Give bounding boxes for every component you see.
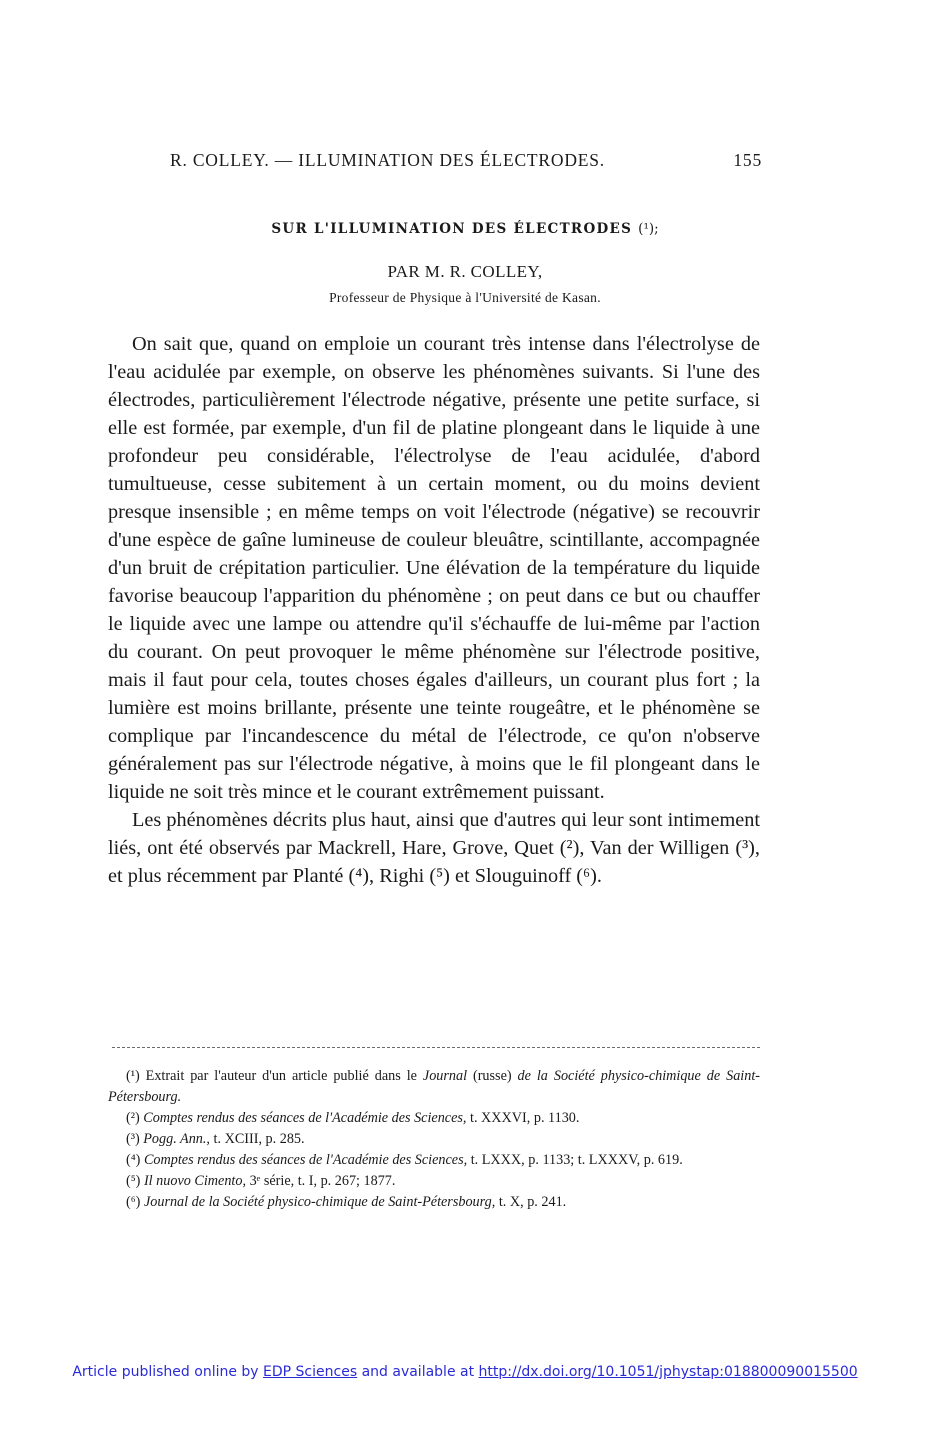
footnote-separator: [112, 1047, 760, 1048]
footnote-3: [108, 1129, 760, 1150]
footnote-text: (russe): [467, 1068, 518, 1084]
body-paragraph-2: Les phénomènes décrits plus haut, ainsi que d'autres qui leur sont intimement liés, ont été observés par Mackrell, Hare, Grove, Quet (²), Van der Willigen (³), et plus récemment par Planté (⁴), Righi (⁵) et Slouguinoff (⁶).: [108, 809, 760, 887]
footnote-text: t. X, p. 241.: [495, 1194, 567, 1210]
footnote-italic: Il nuovo Cimento,: [143, 1173, 247, 1189]
page-number: 155: [733, 150, 762, 170]
footnote-marker: (¹): [126, 1068, 140, 1084]
footnote-text: t. LXXX, p. 1133; t. LXXXV, p. 619.: [467, 1152, 683, 1168]
footnote-italic: Comptes rendus des séances de l'Académie des Sciences,: [143, 1110, 467, 1126]
footnote-italic: Journal de la Société physico-chimique de Saint-Pétersbourg,: [143, 1194, 496, 1210]
author-byline: PAR M. R. COLLEY,: [387, 262, 543, 281]
article-body: [108, 330, 760, 890]
footnotes: [108, 1066, 760, 1213]
article-title-text: SUR L'ILLUMINATION DES ÉLECTRODES: [271, 221, 633, 237]
running-head-title: R. COLLEY. — ILLUMINATION DES ÉLECTRODES.: [170, 150, 605, 170]
footnote-marker: (⁴): [126, 1152, 141, 1168]
footnote-italic: Comptes rendus des séances de l'Académie des Sciences,: [143, 1152, 468, 1168]
body-paragraph-1: On sait que, quand on emploie un courant très intense dans l'électrolyse de l'eau acidulée par exemple, on observe les phénomènes suivants. Si l'une des électrodes, particulièrement l'électrode négative, présente une petite surface, si elle est formée, par exemple, d'un fil de platine plongeant dans le liquide à une profondeur peu considérable, l'électrolyse de l'eau acidulée, d'abord tumultueuse, cesse subitement à un certain moment, ou du moins devient presque insensible ; en même temps on voit l'électrode (négative) se recouvrir d'une espèce de gaîne lumineuse de couleur bleuâtre, scintillante, accompagnée d'un bruit de crépitation particulier. Une élévation de la température du liquide favorise beaucoup l'apparition du phénomène ; on peut dans ce but ou chauffer le liquide avec une lampe ou attendre qu'il s'échauffe de lui-même par l'action du courant. On peut provoquer le même phénomène sur l'électrode positive, mais il faut pour cela, toutes choses égales d'ailleurs, un courant plus fort ; la lumière est moins brillante, présente une teinte rougeâtre, et le phénomène se complique par l'incandescence du métal de l'électrode, ce qu'on n'observe généralement pas sur l'électrode négative, à moins que le fil plongeant dans le liquide ne soit très mince et le courant extrêmement puissant.: [108, 333, 760, 803]
edp-sciences-link[interactable]: EDP Sciences: [263, 1364, 358, 1380]
footnote-1: [108, 1066, 760, 1108]
title-footnote-ref: (¹);: [638, 221, 659, 237]
footnote-6: [108, 1192, 760, 1213]
footnote-italic: Journal: [422, 1068, 468, 1084]
footnote-italic: Pogg. Ann.,: [143, 1131, 210, 1147]
footnote-marker: (⁵): [126, 1173, 141, 1189]
footnote-marker: (⁶): [126, 1194, 141, 1210]
doi-link[interactable]: http://dx.doi.org/10.1051/jphystap:018800090015500: [478, 1364, 858, 1380]
running-head: [170, 150, 762, 172]
footnote-text: t. XCIII, p. 285.: [209, 1131, 305, 1147]
footnote-5: [108, 1171, 760, 1192]
footnote-2: [108, 1108, 760, 1129]
publisher-footer: [0, 1364, 930, 1380]
footer-middle: and available at: [357, 1364, 479, 1380]
footnote-italic: de la Société physico-chimique de Saint-Pétersbourg.: [108, 1068, 760, 1105]
footnote-marker: (²): [126, 1110, 140, 1126]
author-affiliation: Professeur de Physique à l'Université de Kasan.: [329, 290, 601, 305]
footnote-text: 3ᵉ série, t. I, p. 267; 1877.: [246, 1173, 396, 1189]
article-title: [0, 221, 930, 237]
footer-prefix: Article published online by: [72, 1364, 264, 1380]
footnote-text: Extrait par l'auteur d'un article publié dans le: [145, 1068, 423, 1084]
footnote-text: t. XXXVI, p. 1130.: [466, 1110, 580, 1126]
footnote-4: [108, 1150, 760, 1171]
footnote-marker: (³): [126, 1131, 140, 1147]
